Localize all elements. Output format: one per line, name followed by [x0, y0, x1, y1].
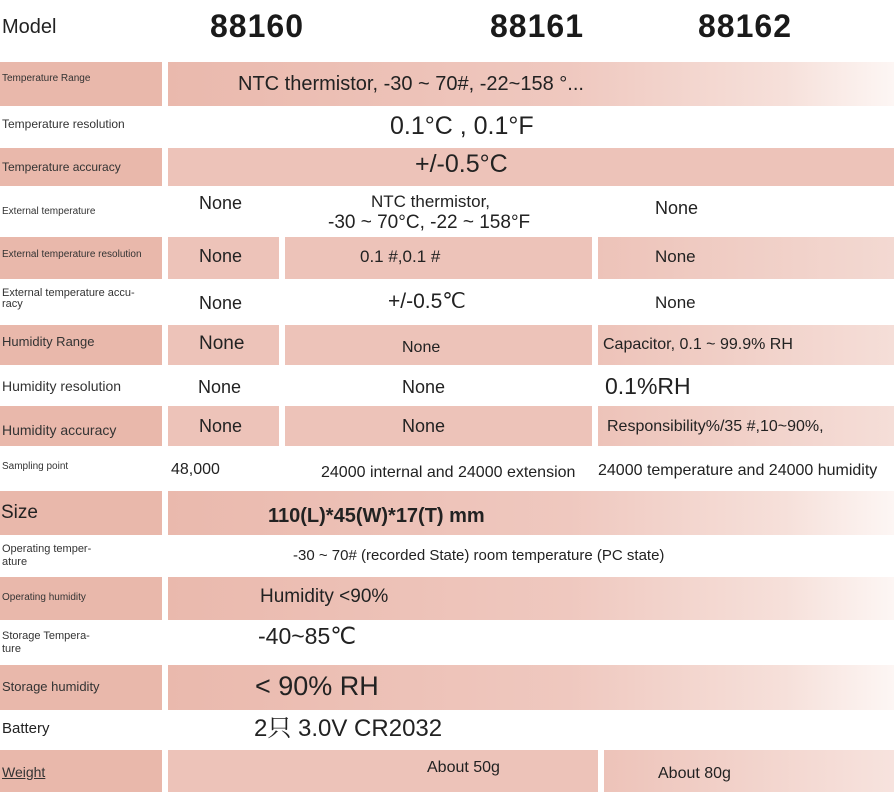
row-value: NTC thermistor,	[371, 192, 491, 211]
row-value: None	[402, 339, 441, 356]
row-label-cont: ature	[2, 556, 28, 568]
row-label: External temperature resolution	[2, 249, 142, 260]
row-label-cont: racy	[2, 298, 23, 310]
value-bg	[604, 750, 894, 792]
row-value: -30 ~ 70# (recorded State) room temperature (PC state)	[293, 547, 665, 564]
model-88161: 88161	[490, 8, 584, 44]
row-label: Sampling point	[2, 461, 69, 472]
row-label: Humidity Range	[2, 334, 95, 349]
row-value: +/-0.5°C	[415, 150, 508, 178]
row-label: Humidity accuracy	[2, 422, 117, 438]
row-value: None	[199, 333, 245, 354]
row-label: Temperature resolution	[2, 117, 125, 131]
row-value: 110(L)*45(W)*17(T) mm	[268, 505, 485, 527]
row-value: Humidity <90%	[260, 586, 389, 607]
row-label: Operating temper-	[2, 543, 92, 555]
row-value: None	[655, 247, 696, 266]
row-value: 2只 3.0V CR2032	[254, 715, 443, 742]
row-value: None	[655, 198, 699, 218]
row-value: 0.1 #,0.1 #	[360, 247, 441, 266]
row-value: NTC thermistor, -30 ~ 70#, -22~158 °...	[238, 73, 584, 95]
model-88160: 88160	[210, 8, 304, 44]
row-label: External temperature accu-	[2, 287, 135, 299]
row-label: External temperature	[2, 206, 96, 217]
row-value: 0.1%RH	[605, 373, 691, 399]
row-value: 24000 temperature and 24000 humidity	[598, 462, 878, 479]
row-label: Temperature Range	[2, 73, 91, 84]
row-value: +/-0.5℃	[388, 290, 466, 313]
row-value: -40~85℃	[258, 623, 357, 649]
row-label: Humidity resolution	[2, 378, 122, 394]
model-88162: 88162	[698, 8, 792, 44]
row-value: About 50g	[427, 759, 500, 776]
row-value: 0.1°C , 0.1°F	[390, 112, 534, 140]
row-value: About 80g	[658, 765, 731, 782]
row-label: Storage Tempera-	[2, 630, 90, 642]
row-value: None	[402, 377, 446, 397]
value-bg	[168, 148, 894, 186]
row-label: Weight	[2, 764, 46, 780]
row-value: None	[199, 416, 243, 436]
header-label: Model	[2, 16, 57, 38]
value-bg	[168, 750, 598, 792]
row-value: None	[199, 193, 243, 213]
row-value: None	[199, 246, 243, 266]
row-value: 24000 internal and 24000 extension	[321, 464, 576, 481]
row-value: None	[655, 293, 696, 312]
row-label: Storage humidity	[2, 679, 100, 694]
value-bg	[598, 237, 894, 279]
row-label: Operating humidity	[2, 592, 86, 603]
row-label: Size	[1, 502, 38, 523]
row-label-cont: ture	[2, 643, 21, 655]
row-value: None	[198, 377, 242, 397]
row-value: -30 ~ 70°C, -22 ~ 158°F	[328, 212, 531, 233]
row-label: Battery	[2, 720, 50, 737]
row-value: < 90% RH	[255, 671, 379, 701]
row-value: 48,000	[171, 461, 220, 478]
row-label: Temperature accuracy	[2, 160, 121, 174]
row-value: None	[199, 293, 243, 313]
row-value: Responsibility%/35 #,10~90%,	[607, 418, 824, 435]
row-value: None	[402, 416, 446, 436]
row-value: Capacitor, 0.1 ~ 99.9% RH	[603, 336, 793, 353]
label-bg	[0, 62, 162, 106]
